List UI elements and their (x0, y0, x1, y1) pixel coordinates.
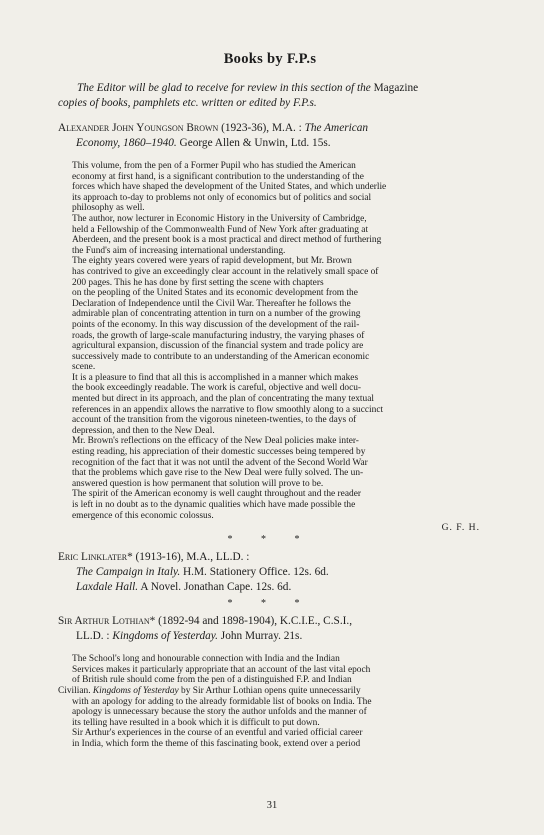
book-title-inline: Kingdoms of Yesterday (92, 685, 179, 696)
review-heading-linklater (58, 550, 482, 595)
book-title: Kingdoms of Yesterday. (112, 630, 218, 643)
author-degree: LL.D. : (76, 630, 110, 643)
review-paragraph: Sir Arthur's experiences in the course of an eventful and varied official career in India, which form the theme of this fascinating book, extend over a period (72, 728, 363, 749)
book-title: The American (304, 122, 369, 134)
book-title: The Campaign in Italy. (76, 566, 181, 579)
publisher-price: George Allen & Unwin, Ltd. 15s. (179, 137, 331, 149)
author-name: Eric Linklater* (58, 551, 133, 564)
publisher-price: H.M. Stationery Office. 12s. 6d. (183, 566, 329, 579)
review-body-brown (58, 161, 482, 533)
review-body-lothian (58, 654, 482, 749)
review-paragraph: This volume, from the pen of a Former Pupil who has studied the American economy at first hand, is a significant contribution to the understanding of the forces which have shaped the development of the United States, and which underlie its approach to-day to problems not only of economics but of politics and social philosophy as well. (72, 161, 387, 214)
editor-note-line1: The Editor will be glad to receive for review in this section of the (77, 82, 371, 94)
page-title: Books by F.P.s (223, 51, 317, 67)
review-heading-brown (58, 121, 482, 151)
editor-note-line2: copies of books, pamphlets etc. written or edited by F.P.s. (58, 96, 317, 109)
publisher-price: A Novel. Jonathan Cape. 12s. 6d. (140, 581, 292, 594)
book-title: Laxdale Hall. (76, 581, 139, 594)
review-paragraph: Mr. Brown's reflections on the efficacy of the New Deal policies make inter- esting reading, his appreciation of their domestic successes being tempered by recognition of the fact that it was not until the advent of the Second World War that the problems which gave rise to the New Deal were fully solved. The un- answered question is how permanent that solution will prove to be. (72, 436, 368, 489)
review-paragraph: It is a pleasure to find that all this is accomplished in a manner which makes the book exceedingly readable. The work is careful, objective and well docu- mented but direct in its approach, and the plan of concentrating the many textual references in an appendix allows the narrative to flow smoothly along to a succinct account of the transition from the vigorous nineteen-twenties, to the days of depression, and then to the New Deal. (72, 372, 384, 436)
reviewer-initials: G. F. H. (441, 522, 480, 534)
section-separator: * * * (227, 598, 313, 610)
author-details: (1923-36), M.A. : (221, 122, 302, 134)
author-details: (1892-94 and 1898-1904), K.C.I.E., C.S.I., (158, 615, 353, 628)
section-separator: * * * (227, 534, 313, 546)
publisher-price: John Murray. 21s. (220, 630, 303, 643)
review-paragraph: The spirit of the American economy is well caught throughout and the reader is left in no doubt as to the dynamic qualities which have made possible the emergence of this economic colossus. (72, 489, 361, 521)
review-paragraph: The eighty years covered were years of rapid development, but Mr. Brown has contrived to give an exceedingly clear account in the relatively small space of 200 pages. This he has done by first setting the scene with chapters on the peopling of the United States and its economic development from the Declaration of Independence until the Civil War. Thereafter he follows the admirable plan of concentrating attention in turn on a number of the growing points of the economy. In this way discussion of the development of the rail- roads, the growth of large-scale manufacturing industry, the varying phases of agricultural expansion, discussion of the financial system and trade policy are successively made to contribute to an understanding of the American economic scene. (72, 256, 379, 373)
review-paragraph: The author, now lecturer in Economic History in the University of Cambridge, held a Fellowship of the Commonwealth Fund of New York after graduating at Aberdeen, and the present book is a most practical and direct method of furthering the Fund's aim of increasing international understanding. (72, 213, 382, 256)
review-paragraph: The School's long and honourable connection with India and the Indian Services makes it particularly appropriate that an account of the last vital epoch of British rule should come from the pen of a distinguished F.P. and Indian Civilian. Kingdoms of Yesterday by Sir Arthur Lothian opens quite unnecessarily with an apology for adding to the already formidable list of books on India. The apology is unnecessary because the story the author unfolds and the manner of its telling have resulted in a book which it is difficult to put down. (58, 654, 372, 728)
editor-note-magazine: Magazine (373, 82, 419, 94)
page-number: 31 (266, 800, 278, 811)
author-details: (1913-16), M.A., LL.D. : (135, 551, 250, 564)
author-name: Alexander John Youngson Brown (58, 122, 219, 134)
author-name: Sir Arthur Lothian* (58, 615, 156, 628)
editor-note (58, 81, 482, 110)
review-heading-lothian (58, 614, 482, 644)
book-title-continued: Economy, 1860–1940. (76, 137, 177, 149)
